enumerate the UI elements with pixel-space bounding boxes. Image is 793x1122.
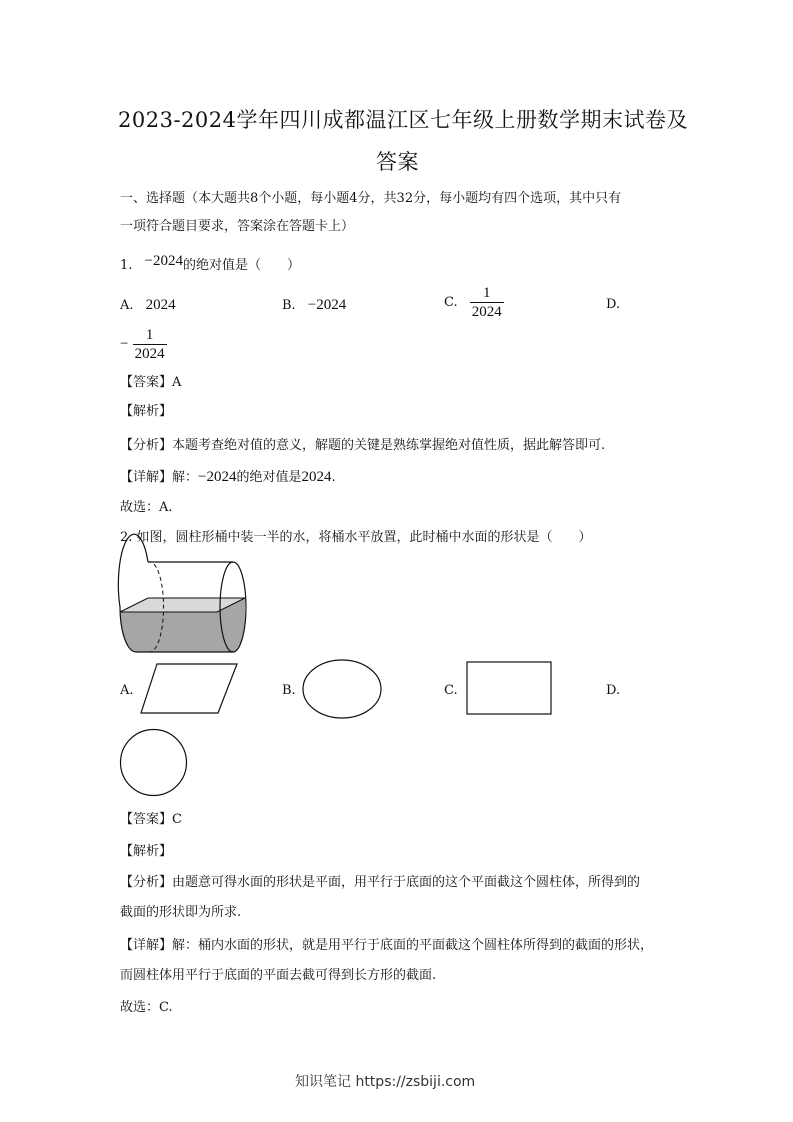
q1-option-d-fraction bbox=[133, 326, 167, 363]
q1-expr: −2024 bbox=[144, 253, 184, 269]
q1-detail-end: . bbox=[331, 470, 336, 485]
q1-detail-expr1: −2024 bbox=[198, 469, 237, 485]
q1-analysis-tag: 【解析】 bbox=[120, 404, 173, 419]
q1-option-c-label: C. bbox=[444, 295, 458, 310]
q2-fenxi-line1: 【分析】由题意可得水面的形状是平面，用平行于底面的这个平面截这个圆柱体，所得到的 bbox=[120, 875, 641, 890]
q2-option-b-label: B. bbox=[282, 683, 296, 698]
q1-option-c bbox=[444, 284, 504, 321]
q1-detail-mid: 的绝对值是 bbox=[236, 470, 302, 485]
q1-option-b-value: −2024 bbox=[307, 297, 347, 313]
q1-stem-text: 的绝对值是（ ） bbox=[183, 258, 301, 273]
q2-fenxi-line2: 截面的形状即为所求. bbox=[120, 905, 242, 920]
q1-number: 1. bbox=[120, 258, 133, 273]
q1-option-a bbox=[120, 296, 176, 315]
q1-conclusion: 故选：A. bbox=[120, 500, 173, 515]
q1-stem bbox=[120, 253, 301, 275]
section-heading-line1: 一、选择题（本大题共8个小题，每小题4分，共32分，每小题均有四个选项，其中只有 bbox=[120, 191, 622, 206]
q2-option-a-parallelogram bbox=[140, 663, 240, 715]
q2-conclusion: 故选：C. bbox=[120, 1000, 173, 1015]
q2-option-b-ellipse bbox=[302, 659, 384, 719]
fraction-numerator: 1 bbox=[145, 327, 154, 343]
q1-detail-prefix: 【详解】解： bbox=[120, 470, 199, 485]
q2-detail-line2: 而圆柱体用平行于底面的平面去截可得到长方形的截面. bbox=[120, 968, 437, 983]
fraction-denominator: 2024 bbox=[134, 346, 165, 362]
page-title-line2: 答案 bbox=[376, 150, 419, 174]
q2-answer: 【答案】C bbox=[120, 812, 182, 827]
q1-option-c-fraction bbox=[470, 284, 504, 321]
fraction-denominator: 2024 bbox=[471, 304, 502, 320]
q2-option-c-label: C. bbox=[444, 683, 458, 698]
q1-detail-expr2: 2024 bbox=[301, 469, 332, 485]
q2-option-d-label: D. bbox=[606, 683, 621, 698]
cylinder-figure bbox=[117, 560, 252, 656]
q1-option-d-label: D. bbox=[606, 297, 621, 312]
q2-option-d-circle bbox=[119, 729, 189, 797]
q1-option-d-value bbox=[120, 326, 167, 363]
q2-detail-line1: 【详解】解：桶内水面的形状，就是用平行于底面的平面截这个圆柱体所得到的截面的形状， bbox=[120, 938, 654, 953]
q1-option-b bbox=[282, 296, 346, 315]
q1-option-a-value: 2024 bbox=[145, 297, 176, 313]
fraction-sign: − bbox=[120, 336, 129, 352]
q2-option-a-label: A. bbox=[120, 683, 134, 698]
q1-option-b-label: B. bbox=[282, 298, 296, 313]
q1-option-a-label: A. bbox=[120, 298, 134, 313]
q2-option-c-rectangle bbox=[466, 661, 553, 716]
footer-watermark[interactable]: 知识笔记 https://zsbiji.com bbox=[295, 1074, 476, 1090]
q2-stem: 2. 如图，圆柱形桶中装一半的水，将桶水平放置，此时桶中水面的形状是（ ） bbox=[120, 530, 592, 545]
section-heading-line2: 一项符合题目要求，答案涂在答题卡上） bbox=[120, 219, 355, 234]
q2-analysis-tag: 【解析】 bbox=[120, 844, 173, 859]
page-title-line1: 2023-2024学年四川成都温江区七年级上册数学期末试卷及 bbox=[118, 108, 688, 132]
q1-detail bbox=[120, 468, 336, 487]
q1-answer: 【答案】A bbox=[120, 375, 182, 390]
fraction-numerator: 1 bbox=[483, 285, 491, 301]
q1-fenxi: 【分析】本题考查绝对值的意义，解题的关键是熟练掌握绝对值性质，据此解答即可. bbox=[120, 438, 606, 453]
